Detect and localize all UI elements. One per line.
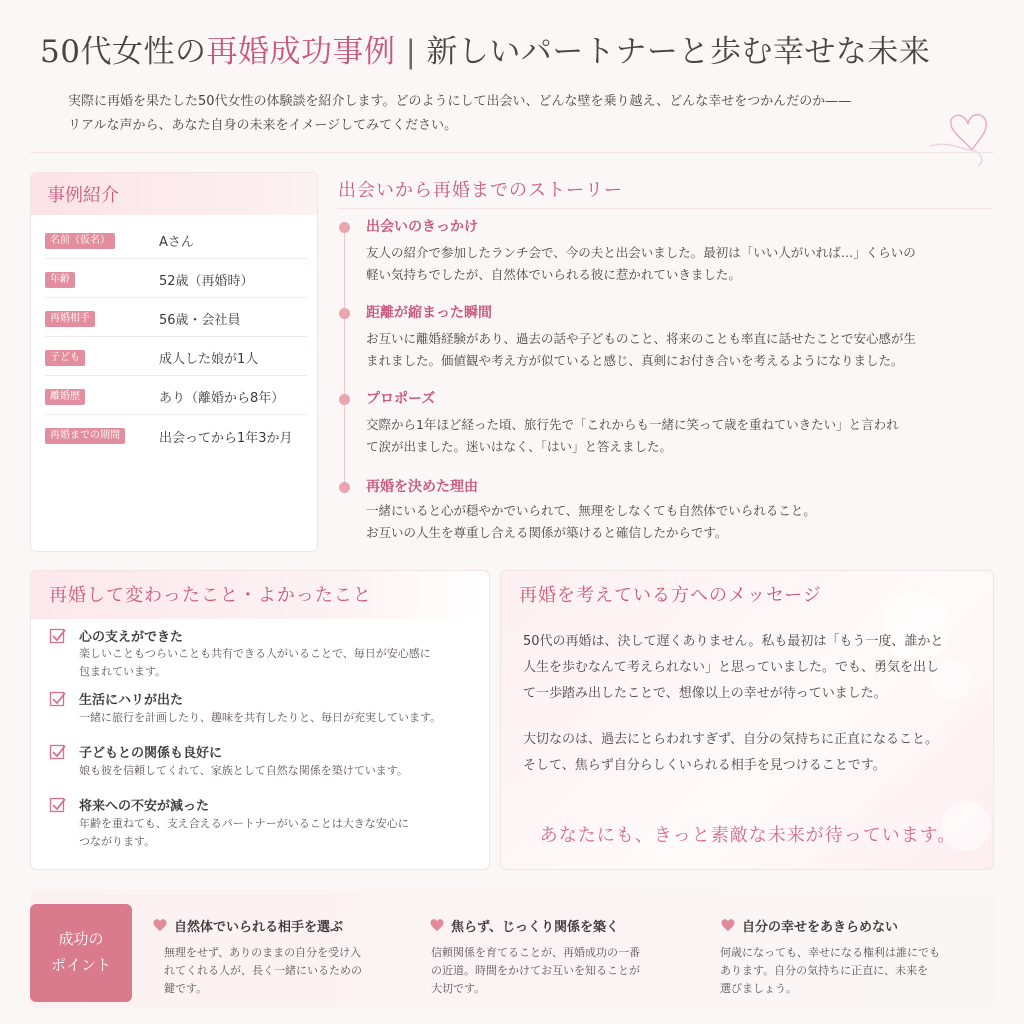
point-line: 何歳になっても、幸せになる権利は誰にでも bbox=[720, 946, 940, 959]
story-divider bbox=[338, 208, 992, 209]
title-accent: 再婚成功事例 bbox=[206, 34, 396, 70]
story-line: て涙が出ました。迷いはなく、「はい」と答えました。 bbox=[366, 439, 673, 454]
message-paragraph-1 bbox=[523, 629, 981, 707]
story-text bbox=[366, 328, 966, 372]
profile-row-name bbox=[45, 223, 307, 259]
point-line: あります。自分の気持ちに正直に、未来を bbox=[720, 964, 929, 977]
message-title: 再婚を考えている方へのメッセージ bbox=[519, 585, 822, 606]
point-line: 鍵です。 bbox=[164, 982, 208, 995]
profile-value: 52歳（再婚時） bbox=[159, 274, 254, 289]
profile-row-age bbox=[45, 262, 307, 298]
point-title: 焦らず、じっくり関係を築く bbox=[451, 920, 619, 935]
message-line: て一歩踏み出したことで、想像以上の幸せが待っていました。 bbox=[523, 686, 887, 701]
profile-label: 名前（仮名） bbox=[45, 233, 115, 249]
message-line: 大切なのは、過去にとらわれすぎず、自分の気持ちに正直になること。 bbox=[523, 732, 938, 747]
profile-label: 再婚までの期間 bbox=[45, 428, 125, 444]
point-title: 自分の幸せをあきらめない bbox=[742, 920, 899, 935]
point-text bbox=[720, 944, 952, 998]
changes-card bbox=[30, 570, 490, 870]
profile-row-period bbox=[45, 418, 307, 454]
checkbox-checked-icon bbox=[49, 743, 67, 761]
checkbox-checked-icon bbox=[49, 627, 67, 645]
story-text bbox=[366, 500, 966, 544]
profile-label: 子ども bbox=[45, 350, 85, 366]
change-text bbox=[79, 762, 479, 780]
change-line: つながります。 bbox=[79, 835, 156, 848]
story-line: お互いの人生を尊重し合える関係が築けると確信したからです。 bbox=[366, 525, 728, 540]
story-text bbox=[366, 414, 966, 458]
intro-line: 実際に再婚を果たした50代女性の体験談を紹介します。どのようにして出会い、どんな壁を乗り越え、どんな幸せをつかんだのか—— bbox=[68, 94, 852, 109]
intro-line: リアルな声から、あなた自身の未来をイメージしてみてください。 bbox=[68, 118, 458, 133]
change-line: 一緒に旅行を計画したり、趣味を共有したりと、毎日が充実しています。 bbox=[79, 711, 442, 724]
profile-title: 事例紹介 bbox=[31, 173, 317, 215]
timeline-dot bbox=[339, 482, 350, 493]
change-text bbox=[79, 815, 479, 851]
story-heading: プロポーズ bbox=[366, 391, 436, 407]
message-line: 人生を歩むなんて考えられない」と思っていました。でも、勇気を出し bbox=[523, 660, 940, 675]
profile-label: 年齢 bbox=[45, 272, 75, 288]
profile-label: 再婚相手 bbox=[45, 311, 95, 327]
point-line: 大切です。 bbox=[431, 982, 486, 995]
checkbox-checked-icon bbox=[49, 690, 67, 708]
message-card bbox=[500, 570, 994, 870]
change-line: 娘も彼を信頼してくれて、家族として自然な関係を築けています。 bbox=[79, 764, 408, 777]
change-line: 包まれています。 bbox=[79, 665, 167, 678]
profile-value: あり（離婚から8年） bbox=[159, 391, 285, 406]
badge-line: 成功の bbox=[58, 930, 104, 948]
heart-icon bbox=[720, 917, 736, 933]
title-prefix: 50代女性の bbox=[40, 34, 207, 70]
profile-value: 出会ってから1年3か月 bbox=[159, 430, 293, 446]
story-heading: 再婚を決めた理由 bbox=[366, 479, 478, 495]
point-line: 無理をせず、ありのままの自分を受け入 bbox=[164, 946, 362, 959]
heart-icon bbox=[152, 917, 168, 933]
message-line: 50代の再婚は、決して遅くありません。私も最初は「もう一度、誰かと bbox=[523, 634, 944, 649]
profile-value: 成人した娘が1人 bbox=[159, 352, 259, 367]
timeline-dot bbox=[339, 394, 350, 405]
badge-line: ポイント bbox=[50, 956, 111, 974]
title-suffix: 新しいパートナーと歩む幸せな未来 bbox=[426, 34, 931, 70]
message-closing: あなたにも、きっと素敵な未来が待っています。 bbox=[539, 825, 957, 846]
point-text bbox=[164, 944, 396, 998]
story-line: 一緒にいると心が穏やかでいられて、無理をしなくても自然体でいられること。 bbox=[366, 503, 816, 518]
change-line: 年齢を重ねても、支え合えるパートナーがいることは大きな安心に bbox=[79, 817, 409, 830]
change-title: 将来への不安が減った bbox=[79, 799, 210, 814]
timeline-dot bbox=[339, 308, 350, 319]
profile-row-children bbox=[45, 340, 307, 376]
change-text bbox=[79, 645, 479, 681]
point-line: の近道。時間をかけてお互いを知ることが bbox=[431, 964, 640, 977]
story-line: まれました。価値観や考え方が似ていると感じ、真剣にお付き合いを考えるようになりました。 bbox=[366, 353, 904, 368]
profile-value: 56歳・会社員 bbox=[159, 313, 241, 328]
point-line: 選びましょう。 bbox=[720, 982, 797, 995]
intro-text bbox=[68, 90, 968, 138]
message-paragraph-2 bbox=[523, 727, 981, 779]
change-title: 生活にハリが出た bbox=[79, 693, 184, 708]
point-title: 自然体でいられる相手を選ぶ bbox=[174, 920, 344, 935]
profile-label: 離婚歴 bbox=[45, 389, 85, 405]
header-divider bbox=[30, 152, 994, 153]
story-line: 軽い気持ちでしたが、自然体でいられる彼に惹かれていきました。 bbox=[366, 267, 741, 282]
checkbox-checked-icon bbox=[49, 796, 67, 814]
change-text bbox=[79, 709, 479, 727]
story-line: 友人の紹介で参加したランチ会で、今の夫と出会いました。最初は「いい人がいれば…」くらいの bbox=[366, 245, 916, 260]
changes-title: 再婚して変わったこと・よかったこと bbox=[31, 571, 489, 619]
story-heading: 出会いのきっかけ bbox=[366, 219, 478, 235]
point-text bbox=[431, 944, 663, 998]
profile-row-partner bbox=[45, 301, 307, 337]
profile-card bbox=[30, 172, 318, 552]
profile-row-divorce bbox=[45, 379, 307, 415]
story-title: 出会いから再婚までのストーリー bbox=[338, 180, 623, 201]
heart-outline-icon bbox=[928, 100, 998, 170]
heart-icon bbox=[429, 917, 445, 933]
timeline-dot bbox=[339, 222, 350, 233]
change-title: 心の支えができた bbox=[79, 630, 184, 645]
point-line: れてくれる人が、長く一緒にいるための bbox=[164, 964, 362, 977]
title-separator: | bbox=[405, 34, 417, 70]
story-text bbox=[366, 242, 966, 286]
change-line: 楽しいこともつらいことも共有できる人がいることで、毎日が安心感に bbox=[79, 647, 431, 660]
profile-value: Aさん bbox=[159, 235, 194, 250]
page-title bbox=[40, 28, 1000, 76]
timeline-line bbox=[344, 232, 345, 492]
story-line: お互いに離婚経験があり、過去の話や子どものこと、将来のことも率直に話せたことで安心感が生 bbox=[366, 331, 917, 346]
success-points-badge bbox=[30, 904, 132, 1002]
point-line: 信頼関係を育てることが、再婚成功の一番 bbox=[431, 946, 640, 959]
story-heading: 距離が縮まった瞬間 bbox=[366, 305, 492, 321]
change-title: 子どもとの関係も良好に bbox=[79, 746, 223, 761]
message-line: そして、焦らず自分らしくいられる相手を見つけることです。 bbox=[523, 758, 886, 773]
story-line: 交際から1年ほど経った頃、旅行先で「これからも一緒に笑って歳を重ねていきたい」と言われ bbox=[366, 417, 899, 432]
